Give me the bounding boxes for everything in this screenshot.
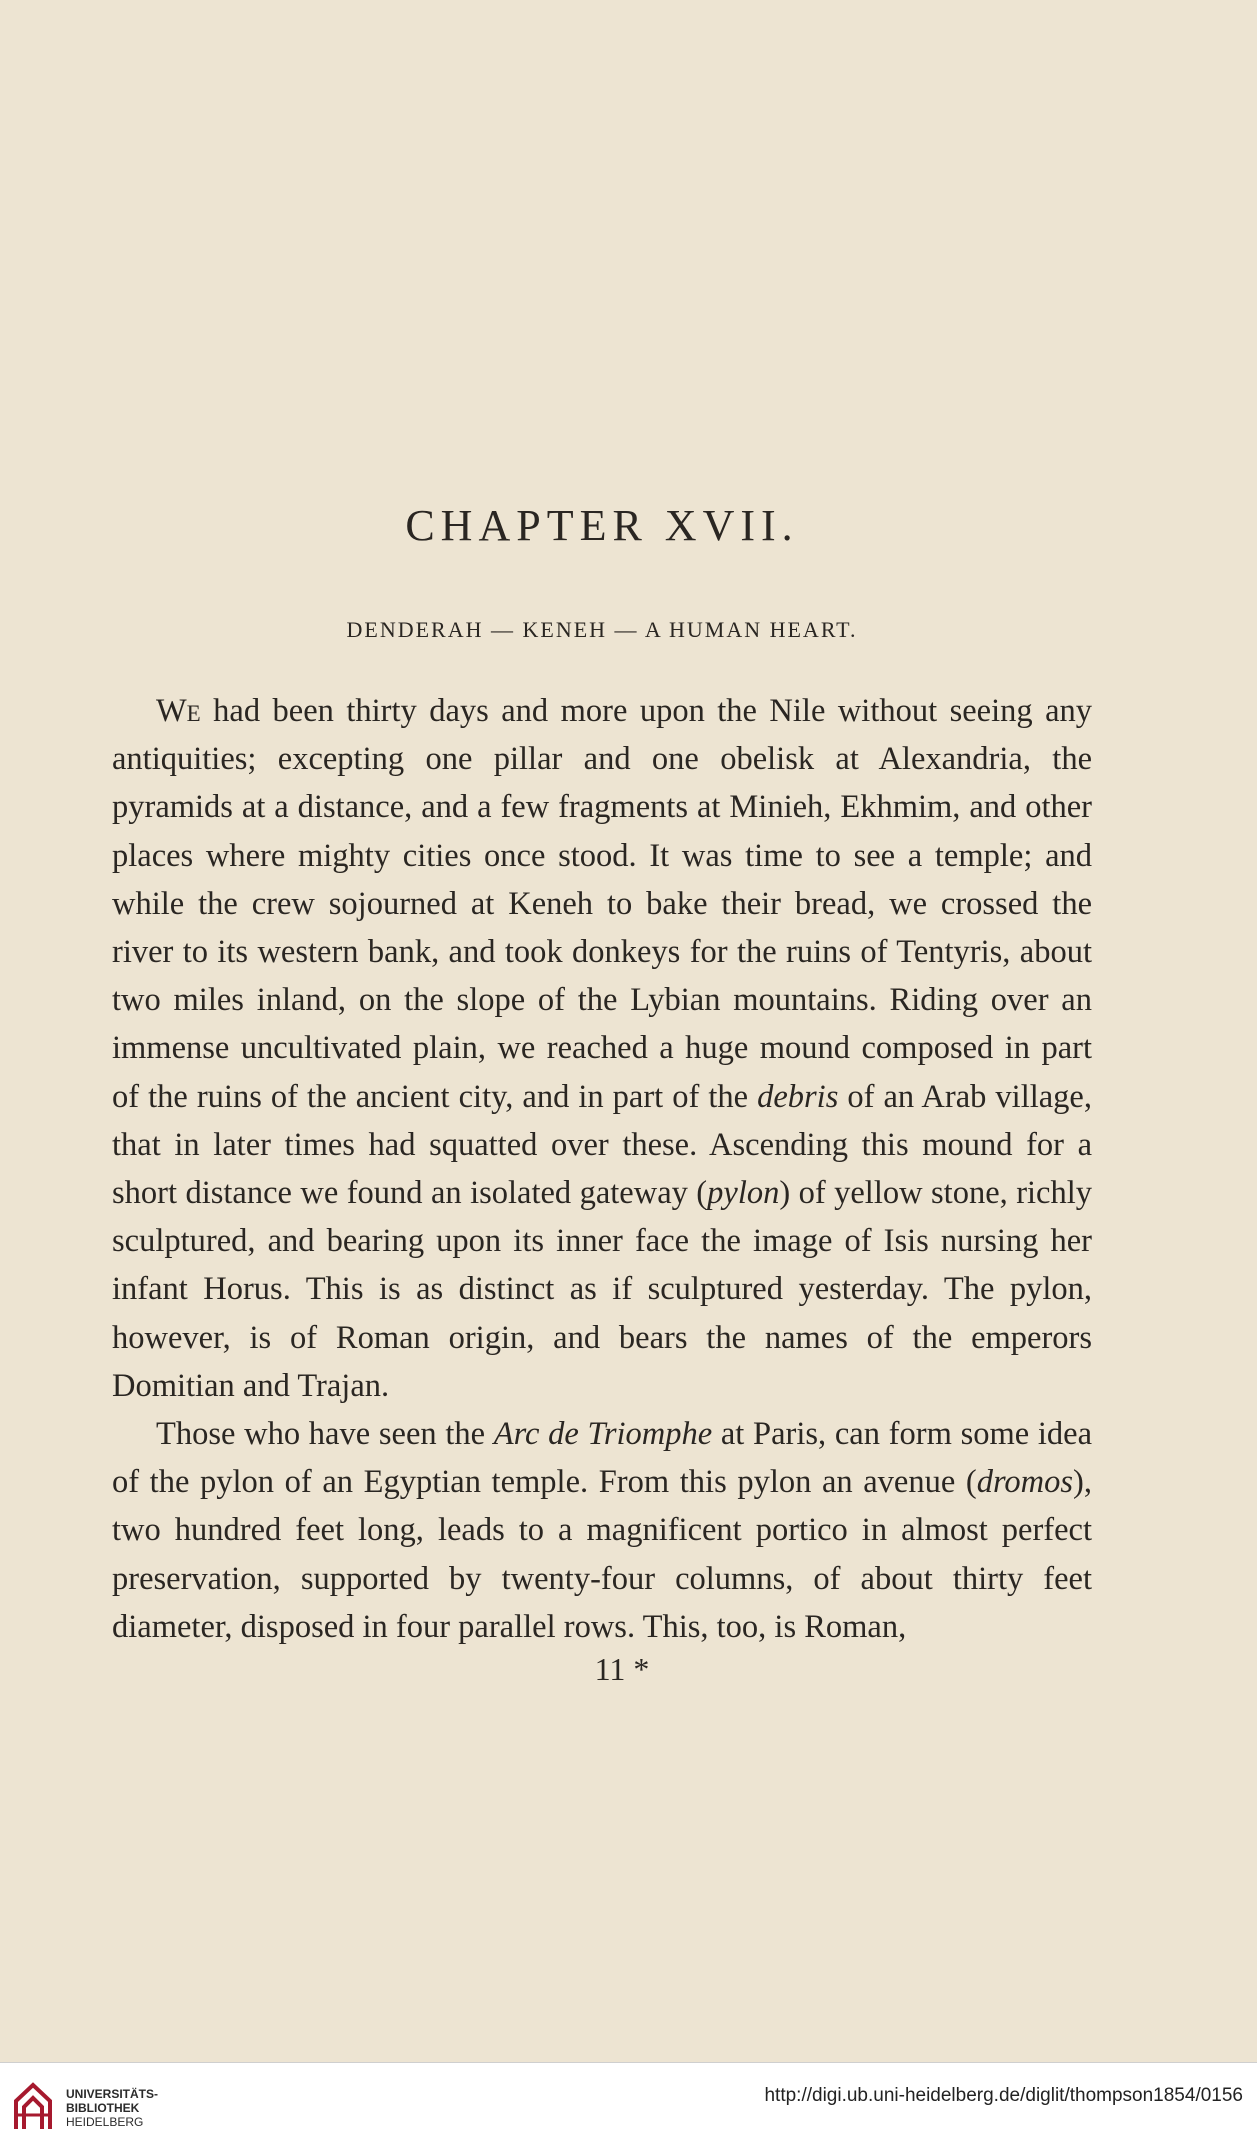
paragraph-2-text: ), two hundred feet long, leads to a magnificent portico in almost perfect preservation, supported by twenty-four columns, of about thirty feet diameter, disposed in four parallel rows. This, too, is Roman, <box>112 1464 1092 1645</box>
paragraph-1 <box>112 687 1092 1410</box>
page-number: 11 * <box>594 1651 650 1688</box>
paragraph-2-text: at Paris, can form some idea of the pylon of an Egyptian temple. From this pylon an avenue ( <box>112 1416 1093 1501</box>
logo-line-2: BIBLIOTHEK <box>66 2101 140 2115</box>
footer-bar <box>0 2062 1257 2151</box>
paragraph-1-opening-word: We <box>156 693 201 729</box>
paragraph-2 <box>112 1410 1092 1651</box>
paragraph-2-italic-arc: Arc de Triomphe <box>493 1416 713 1453</box>
paragraph-2-text: Those who have seen the <box>156 1416 494 1453</box>
chapter-title: CHAPTER XVII. <box>405 501 799 550</box>
text-block <box>112 500 1092 1688</box>
paragraph-1-italic-pylon: pylon <box>707 1175 780 1212</box>
paragraph-2-italic-dromos: dromos <box>976 1464 1074 1501</box>
library-logo-icon <box>12 2081 54 2133</box>
chapter-subtitle: DENDERAH — KENEH — A HUMAN HEART. <box>346 617 858 642</box>
library-logo-text <box>66 2087 158 2129</box>
logo-line-3: HEIDELBERG <box>66 2115 144 2129</box>
paragraph-1-text: of an Arab village, that in later times had squatted over these. Ascending this mound for a short distance we found an isolated gateway ( <box>112 1078 1092 1212</box>
paragraph-1-text: had been thirty days and more upon the Nile without seeing any antiquities; excepting one pillar and one obelisk at Alexandria, the pyramids at a distance, and a few fragments at Minieh, Ekhmim, and other places where mighty cities once stood. It was time to see a temple; and while the crew sojourned at Keneh to bake their bread, we crossed the river to its western bank, and took donkeys for the ruins of Tentyris, about two miles inland, on the slope of the Lybian mountains. Riding over an immense uncultivated plain, we reached a huge mound composed in part of the ruins of the ancient city, and in part of the <box>112 693 1092 1115</box>
logo-line-1: UNIVERSITÄTS- <box>66 2087 159 2101</box>
paragraph-1-text: ) of yellow stone, richly sculptured, and bearing upon its inner face the image of Isis nursing her infant Horus. This is as distinct as if sculptured yesterday. The pylon, however, is of Roman origin, and bears the names of the emperors Domitian and Trajan. <box>112 1175 1092 1404</box>
paragraph-1-italic-debris: debris <box>757 1078 839 1115</box>
permalink-url[interactable]: http://digi.ub.uni-heidelberg.de/diglit/thompson1854/0156 <box>764 2085 1243 2106</box>
